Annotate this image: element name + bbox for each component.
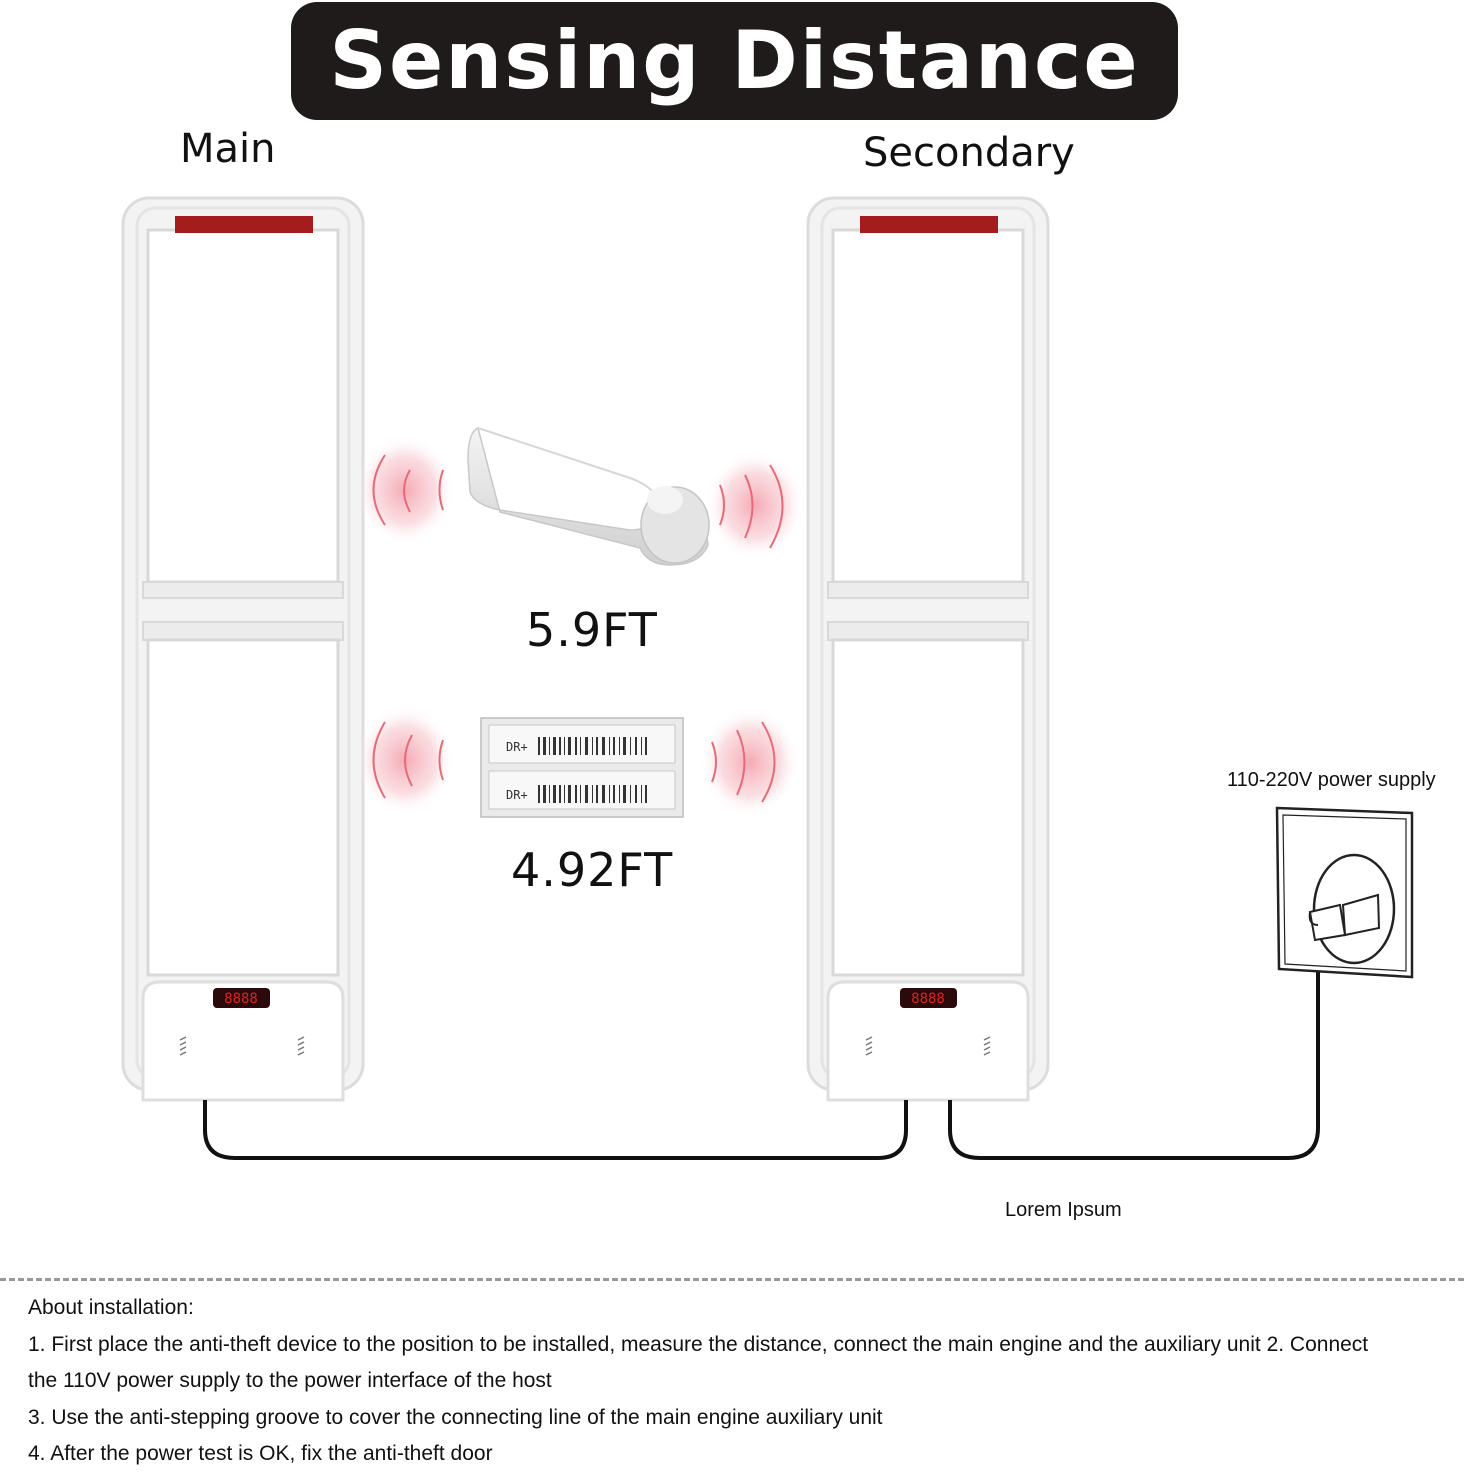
page-title: Sensing Distance	[329, 14, 1140, 107]
interconnect-cable	[205, 1100, 906, 1158]
soft-label-icon	[481, 718, 683, 817]
signal-wave-upper-left	[355, 435, 455, 545]
signal-wave-upper-right	[705, 450, 805, 560]
main-led-digits: 8888	[224, 991, 258, 1007]
signal-wave-lower-left	[355, 705, 455, 815]
power-supply-label: 110-220V power supply	[1227, 769, 1436, 791]
main-unit-label: Main	[180, 126, 276, 172]
notes-heading: About installation:	[28, 1296, 194, 1319]
secondary-alarm-bar	[860, 216, 998, 233]
notes-line: 1. First place the anti-theft device to the position to be installed, measure the distance, connect the main engine and the auxiliary unit 2. Connect	[28, 1332, 1369, 1356]
hard-tag-icon	[468, 428, 709, 565]
dashed-divider	[0, 1278, 1464, 1281]
tag-distance-label: 5.9FT	[526, 603, 658, 657]
main-alarm-bar	[175, 216, 313, 233]
notes-line: 3. Use the anti-stepping groove to cover the connecting line of the main engine auxiliary unit	[28, 1405, 883, 1429]
secondary-led-digits: 8888	[911, 991, 945, 1007]
label-distance-label: 4.92FT	[511, 843, 674, 897]
main-antenna	[123, 198, 363, 1100]
signal-wave-lower-right	[700, 707, 800, 817]
barcode-text-lower: DR+	[506, 788, 528, 802]
installation-notes	[28, 1290, 1448, 1473]
barcode-text-upper: DR+	[506, 740, 528, 754]
cable-caption: Lorem Ipsum	[1005, 1199, 1122, 1221]
notes-line: the 110V power supply to the power interface of the host	[28, 1369, 552, 1392]
secondary-unit-label: Secondary	[863, 130, 1075, 176]
power-outlet-icon	[1277, 808, 1412, 977]
notes-line: 4. After the power test is OK, fix the anti-theft door	[28, 1442, 493, 1465]
secondary-antenna	[808, 198, 1048, 1100]
